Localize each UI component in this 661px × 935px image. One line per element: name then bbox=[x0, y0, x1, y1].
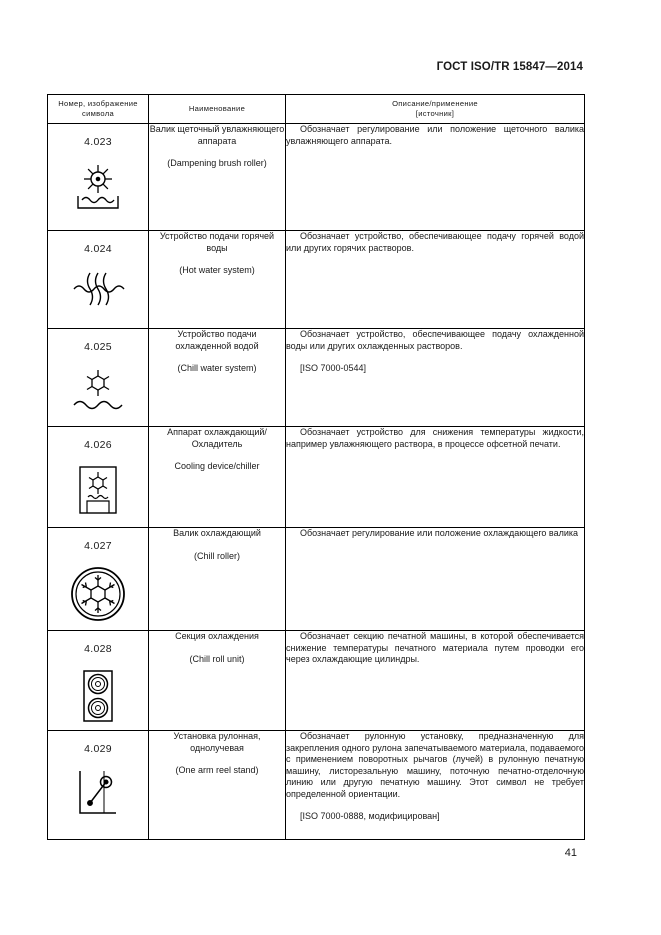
symbol-cell bbox=[48, 231, 149, 329]
description-text: Обозначает устройство, обеспечивающее подачу горячей водой или других горячих растворов. bbox=[286, 231, 584, 253]
description-cell bbox=[286, 528, 585, 631]
table-row bbox=[48, 231, 585, 329]
column-header-code: Номер, изображение символа bbox=[48, 95, 149, 124]
name-russian: Валик щеточный увлажняющего аппарата bbox=[149, 124, 285, 146]
column-header-desc-title: Описание/применение bbox=[392, 99, 478, 108]
name-cell bbox=[149, 528, 286, 631]
symbol-number: 4.023 bbox=[84, 136, 112, 148]
name-english: (One arm reel stand) bbox=[175, 765, 259, 775]
name-cell bbox=[149, 731, 286, 840]
description-text: Обозначает устройство, обеспечивающее подачу охлажденной воды или других охлажденных растворов. bbox=[286, 329, 584, 351]
name-english: (Chill roll unit) bbox=[189, 653, 245, 664]
column-header-name: Наименование bbox=[149, 95, 286, 124]
symbol-number: 4.028 bbox=[84, 643, 112, 655]
dampening-brush-roller-icon bbox=[68, 162, 128, 214]
description-text: Обозначает устройство для снижения температуры жидкости, например увлажняющего раствора, в процессе офсетной печати. bbox=[286, 427, 584, 449]
name-russian: Аппарат охлаждающий/ Охладитель bbox=[167, 427, 267, 449]
description-cell bbox=[286, 231, 585, 329]
table-row bbox=[48, 631, 585, 731]
symbol-cell bbox=[48, 427, 149, 528]
name-cell bbox=[149, 631, 286, 731]
chill-roll-unit-icon bbox=[68, 669, 128, 723]
chill-roller-icon bbox=[68, 566, 128, 622]
one-arm-reel-stand-icon bbox=[68, 769, 128, 815]
name-cell bbox=[149, 231, 286, 329]
name-russian: Валик охлаждающий bbox=[173, 528, 261, 538]
name-english: Cooling device/chiller bbox=[174, 461, 260, 471]
symbol-cell bbox=[48, 124, 149, 231]
description-source: [ISO 7000-0544] bbox=[300, 363, 367, 373]
name-russian: Установка рулонная, однолучевая bbox=[173, 731, 261, 753]
chill-water-system-icon bbox=[68, 367, 128, 411]
name-russian: Секция охлаждения bbox=[175, 631, 259, 641]
description-text: Обозначает секцию печатной машины, в которой обеспечивается снижение температуры печатного материала путем проводки его через охлаждающие цилиндры. bbox=[286, 631, 584, 664]
name-russian: Устройство подачи охлажденной водой bbox=[175, 329, 259, 351]
description-cell bbox=[286, 124, 585, 231]
description-cell bbox=[286, 731, 585, 840]
symbol-cell bbox=[48, 528, 149, 631]
symbol-number: 4.025 bbox=[84, 341, 112, 353]
name-english: (Hot water system) bbox=[179, 265, 255, 275]
description-text: Обозначает регулирование или положение щеточного валика увлажняющего аппарата. bbox=[286, 124, 584, 146]
description-source: [ISO 7000-0888, модифицирован] bbox=[300, 811, 440, 821]
description-text: Обозначает рулонную установку, предназначенную для закрепления одного рулона запечатываемого материала, подаваемого с применением поворотных рычагов (лучей) в рулонную печатную машину, листорезальную машину, поточную печатно-отделочную линию или другую печатную машину. Этот символ не требует определенной ориентации. bbox=[286, 731, 584, 799]
column-header-desc bbox=[286, 95, 585, 124]
table-row bbox=[48, 528, 585, 631]
symbol-cell bbox=[48, 631, 149, 731]
name-english: (Dampening brush roller) bbox=[167, 158, 267, 168]
symbol-number: 4.026 bbox=[84, 439, 112, 451]
table-row bbox=[48, 731, 585, 840]
name-cell bbox=[149, 124, 286, 231]
description-cell bbox=[286, 631, 585, 731]
name-cell bbox=[149, 427, 286, 528]
table-row bbox=[48, 329, 585, 427]
symbol-cell bbox=[48, 731, 149, 840]
symbol-cell bbox=[48, 329, 149, 427]
symbol-number: 4.029 bbox=[84, 743, 112, 755]
table-header-row bbox=[48, 95, 585, 124]
page-number: 41 bbox=[564, 847, 577, 859]
description-text: Обозначает регулирование или положение охлаждающего валика bbox=[300, 528, 579, 538]
symbol-number: 4.027 bbox=[84, 540, 112, 552]
description-cell bbox=[286, 427, 585, 528]
table-row bbox=[48, 427, 585, 528]
name-english: (Chill water system) bbox=[177, 363, 257, 373]
hot-water-system-icon bbox=[68, 269, 128, 309]
cooling-device-icon bbox=[68, 465, 128, 515]
symbols-table bbox=[47, 94, 585, 840]
table-row bbox=[48, 124, 585, 231]
name-english: (Chill roller) bbox=[193, 550, 240, 561]
standard-designation: ГОСТ ISO/TR 15847—2014 bbox=[436, 61, 583, 73]
name-russian: Устройство подачи горячей воды bbox=[159, 231, 275, 253]
symbol-number: 4.024 bbox=[84, 243, 112, 255]
column-header-desc-source: [источник] bbox=[415, 109, 455, 118]
description-cell bbox=[286, 329, 585, 427]
name-cell bbox=[149, 329, 286, 427]
